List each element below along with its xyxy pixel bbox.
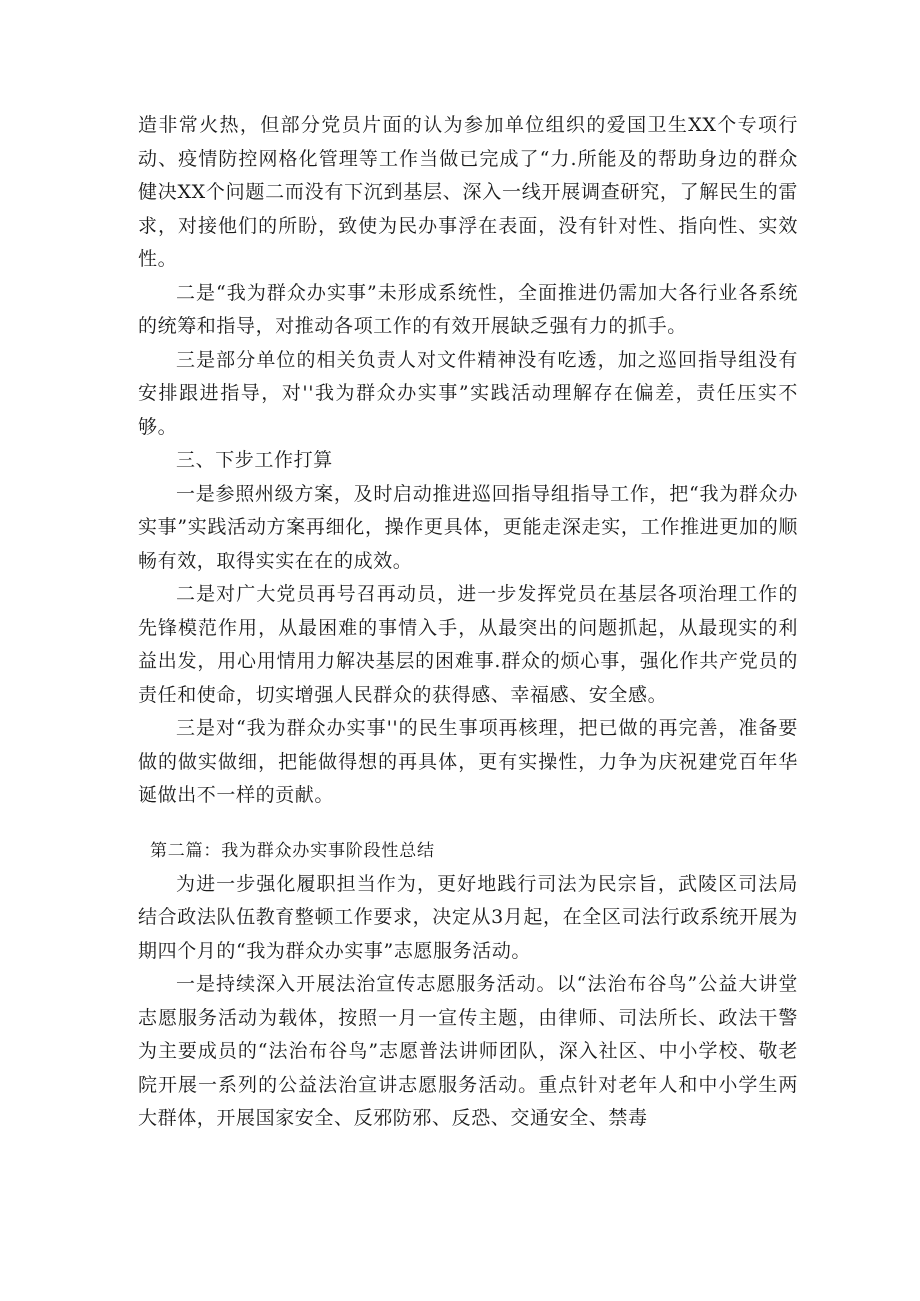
paragraph-plan-one: 一是参照州级方案，及时启动推进巡回指导组指导工作，把“我为群众办实事”实践活动方案再细化，操作更具体，更能走深走实，工作推进更加的顺畅有效，取得实实在在的成效。: [138, 482, 798, 572]
chapter-title: 第二篇：我为群众办实事阶段性总结: [150, 840, 435, 861]
section-heading: 三、下步工作打算: [176, 449, 333, 471]
paragraph-point-three: 三是部分单位的相关负责人对文件精神没有吃透，加之巡回指导组没有安排跟进指导，对''我为群众办实事”实践活动理解存在偏差，责任压实不够。: [138, 348, 798, 438]
paragraph-activity-one: 一是持续深入开展法治宣传志愿服务活动。以“法治布谷鸟”公益大讲堂志愿服务活动为载体，按照一月一宣传主题，由律师、司法所长、政法干警为主要成员的“法治布谷鸟”志愿普法讲师团队，深入社区、中小学校、敬老院开展一系列的公益法治宣讲志愿服务活动。重点针对老年人和中小学生两大群体，开展国家安全、反邪防邪、反恐、交通安全、禁毒: [138, 973, 798, 1129]
paragraph-plan-two: 二是对广大党员再号召再动员，进一步发挥党员在基层各项治理工作的先锋模范作用，从最困难的事情入手，从最突出的问题抓起，从最现实的利益出发，用心用情用力解决基层的困难事.群众的烦心事，强化作共产党员的责任和使命，切实增强人民群众的获得感、幸福感、安全感。: [138, 583, 798, 706]
paragraph-continuation: 造非常火热，但部分党员片面的认为参加单位组织的爱国卫生XX个专项行动、疫情防控网格化管理等工作当做已完成了“力.所能及的帮助身边的群众健决XX个问题二而没有下沉到基层、深入一线开展调查研究，了解民生的雷求，对接他们的所盼，致使为民办事浮在表面，没有针对性、指向性、实效性。: [138, 114, 798, 270]
paragraph-point-two: 二是“我为群众办实事”未形成系统性，全面推进仍需加大各行业各系统的统筹和指导，对推动各项工作的有效开展缺乏强有力的抓手。: [138, 281, 798, 337]
document-page: [138, 109, 798, 1136]
paragraph-plan-three: 三是对“我为群众办实事''的民生事项再核理，把已做的再完善，准备要做的做实做细，把能做得想的再具体，更有实操性，力争为庆祝建党百年华诞做出不一样的贡献。: [138, 717, 798, 806]
paragraph-intro: 为进一步强化履职担当作为，更好地践行司法为民宗旨，武陵区司法局结合政法队伍教育整顿工作要求，决定从3月起，在全区司法行政系统开展为期四个月的“我为群众办实事”志愿服务活动。: [138, 872, 798, 962]
